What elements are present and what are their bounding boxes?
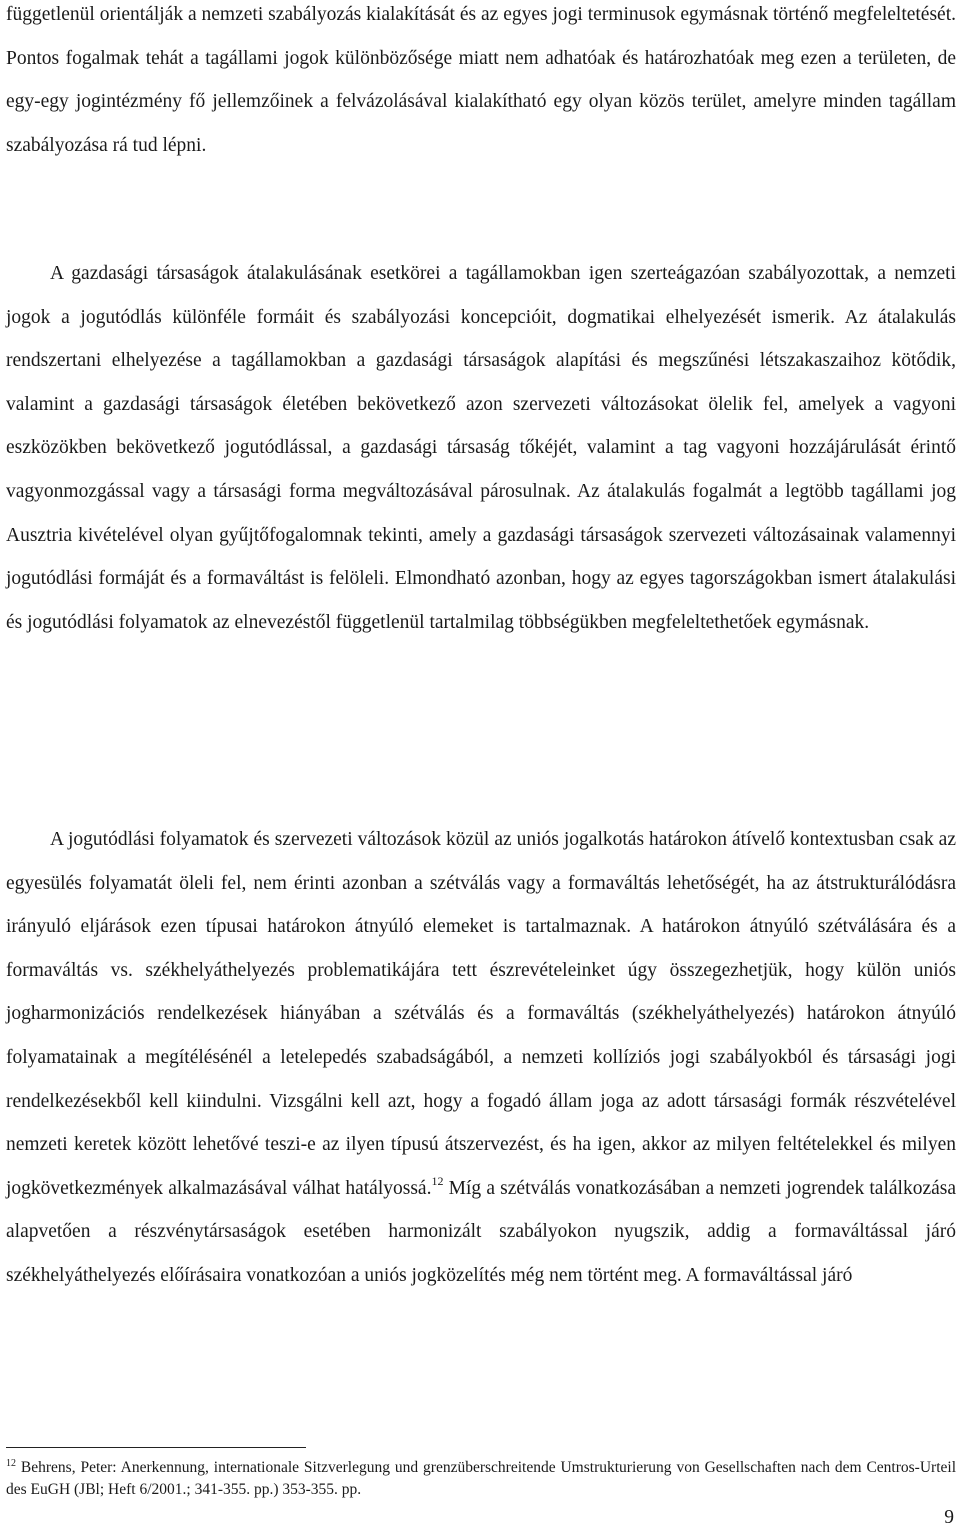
footnote-reference[interactable]: 12: [431, 1173, 444, 1188]
body-paragraph: függetlenül orientálják a nemzeti szabályozás kialakítását és az egyes jogi terminusok egymásnak történő megfeleltetését. Pontos fogalmak tehát a tagállami jogok különbözősége miatt nem adhatóak és határozhatóak meg ezen a területen, de egy-egy jogintézmény fő jellemzőinek a felvázolásával kialakítható egy olyan közös terület, amelyre minden tagállam szabályozása rá tud lépni.: [6, 4, 956, 156]
body-paragraph: [6, 818, 956, 1298]
page-number: 9: [944, 1507, 954, 1528]
footnote-text: Behrens, Peter: Anerkennung, internationale Sitzverlegung und grenzüberschreitende Umstrukturierung von Gesellschaften nach dem Centros-Urteil des EuGH (JBl; Heft 6/2001.; 341-355. pp.) 353-355. pp.: [6, 1459, 956, 1498]
paragraph-text: A jogutódlási folyamatok és szervezeti változások közül az uniós jogalkotás határokon átívelő kontextusban csak az egyesülés folyamatát öleli fel, nem érinti azonban a szétválás vagy a formaváltás lehetőségét, ha az átstrukturálódásra irányuló eljárások ezen típusai határokon átnyúló elemeket is tartalmaznak. A határokon átnyúló szétválására és a formaváltás vs. székhelyáthelyezés problematikájára tett észrevételeinket úgy összegezhetjük, hogy külön uniós jogharmonizációs rendelkezések hiányában a szétválás és a formaváltás (székhelyáthelyezés) határokon átnyúló folyamatainak a megítélésénél a letelepedés szabadságából, a nemzeti kollíziós jogi szabályokból és társasági jogi rendelkezésekből kell kiindulni. Vizsgálni kell azt, hogy a fogadó állam joga az adott társasági formák részvételével nemzeti keretek között lehetővé teszi-e az ilyen típusú átszervezést, és ha igen, akkor az milyen feltételekkel és milyen jogkövetkezmények alkalmazásával válhat hatályossá.: [6, 829, 956, 1199]
footnote-separator: [6, 1447, 306, 1448]
footnote-number: 12: [6, 1458, 16, 1469]
body-paragraph: A gazdasági társaságok átalakulásának esetkörei a tagállamokban igen szerteágazóan szabályozottak, a nemzeti jogok a jogutódlás különféle formáit és szabályozási koncepcióit, dogmatikai elhelyezését ismerik. Az átalakulás rendszertani elhelyezése a tagállamokban a gazdasági társaságok alapítási és megszűnési létszakaszaihoz kötődik, valamint a gazdasági társaságok életében bekövetkező azon szervezeti változásokat ölelik fel, amelyek a vagyoni eszközökben bekövetkező jogutódlással, a gazdasági társaság tőkéjét, valamint a tag vagyoni hozzájárulását érintő vagyonmozgással vagy a társasági forma megváltozásával párosulnak. Az átalakulás fogalmát a legtöbb tagállami jog Ausztria kivételével olyan gyűjtőfogalomnak tekinti, amely a gazdasági társaságok szervezeti változásainak valamennyi jogutódlási formáját és a formaváltást is felöleli. Elmondható azonban, hogy az egyes tagországokban ismert átalakulási és jogutódlási folyamatok az elnevezéstől függetlenül tartalmilag többségükben megfeleltethetőek egymásnak.: [6, 263, 956, 633]
paragraph-text: Míg a szétválás vonatkozásában a nemzeti jogrendek találkozása alapvetően a részvénytársaságok esetében harmonizált szabályokon nyugszik, addig a formaváltással járó székhelyáthelyezés előírásaira vonatkozóan a uniós jogközelítés még nem történt meg. A formaváltással járó: [6, 1177, 957, 1286]
footnote: [6, 1457, 956, 1501]
